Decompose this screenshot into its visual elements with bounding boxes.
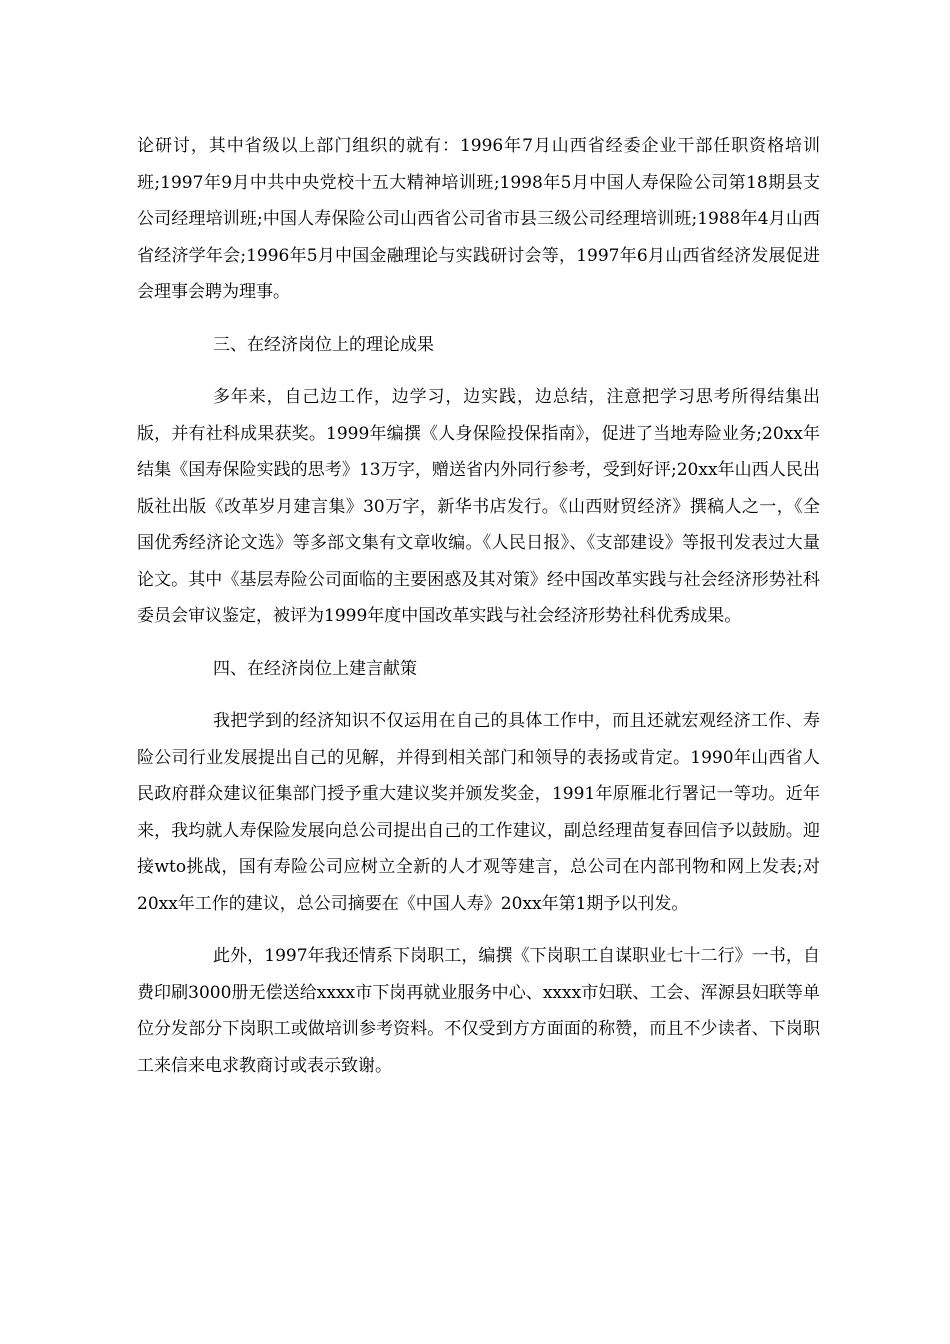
section-heading-theory-results: 三、在经济岗位上的理论成果 xyxy=(213,334,434,355)
paragraph-training-history: 论研讨，其中省级以上部门组织的就有：1996年7月山西省经委企业干部任职资格培训班;1997年9月中共中央党校十五大精神培训班;1998年5月中国人寿保险公司第18期县支公司经理培训班;中国人寿保险公司山西省公司省市县三级公司经理培训班;1988年4月山西省经济学年会;1996年5月中国金融理论与实践研讨会等，1997年6月山西省经济发展促进会理事会聘为理事。 xyxy=(137,136,820,302)
document-body xyxy=(137,128,820,1084)
paragraph-suggestions: 我把学到的经济知识不仅运用在自己的具体工作中，而且还就宏观经济工作、寿险公司行业发展提出自己的见解，并得到相关部门和领导的表扬或肯定。1990年山西省人民政府群众建议征集部门授予重大建议奖并颁发奖金，1991年原雁北行署记一等功。近年来，我均就人寿保险发展向总公司提出自己的工作建议，副总经理苗复春回信予以鼓励。迎接wto挑战，国有寿险公司应树立全新的人才观等建言，总公司在内部刊物和网上发表;对20xx年工作的建议，总公司摘要在《中国人寿》20xx年第1期予以刊发。 xyxy=(137,711,820,914)
paragraph-laid-off-workers: 此外，1997年我还情系下岗职工，编撰《下岗职工自谋职业七十二行》一书，自费印刷3000册无偿送给xxxx市下岗再就业服务中心、xxxx市妇联、工会、浑源县妇联等单位分发部分下岗职工或做培训参考资料。不仅受到方方面面的称赞，而且不少读者、下岗职工来信来电求教商讨或表示致谢。 xyxy=(137,946,820,1076)
paragraph-theory-results: 多年来，自己边工作，边学习，边实践，边总结，注意把学习思考所得结集出版，并有社科成果获奖。1999年编撰《人身保险投保指南》，促进了当地寿险业务;20xx年结集《国寿保险实践的思考》13万字，赠送省内外同行参考，受到好评;20xx年山西人民出版社出版《改革岁月建言集》30万字，新华书店发行。《山西财贸经济》撰稿人之一，《全国优秀经济论文选》等多部文集有文章收编。《人民日报》、《支部建设》等报刊发表过大量论文。其中《基层寿险公司面临的主要困惑及其对策》经中国改革实践与社会经济形势社科委员会审议鉴定，被评为1999年度中国改革实践与社会经济形势社科优秀成果。 xyxy=(137,387,820,626)
section-heading-suggestions: 四、在经济岗位上建言献策 xyxy=(213,658,417,679)
